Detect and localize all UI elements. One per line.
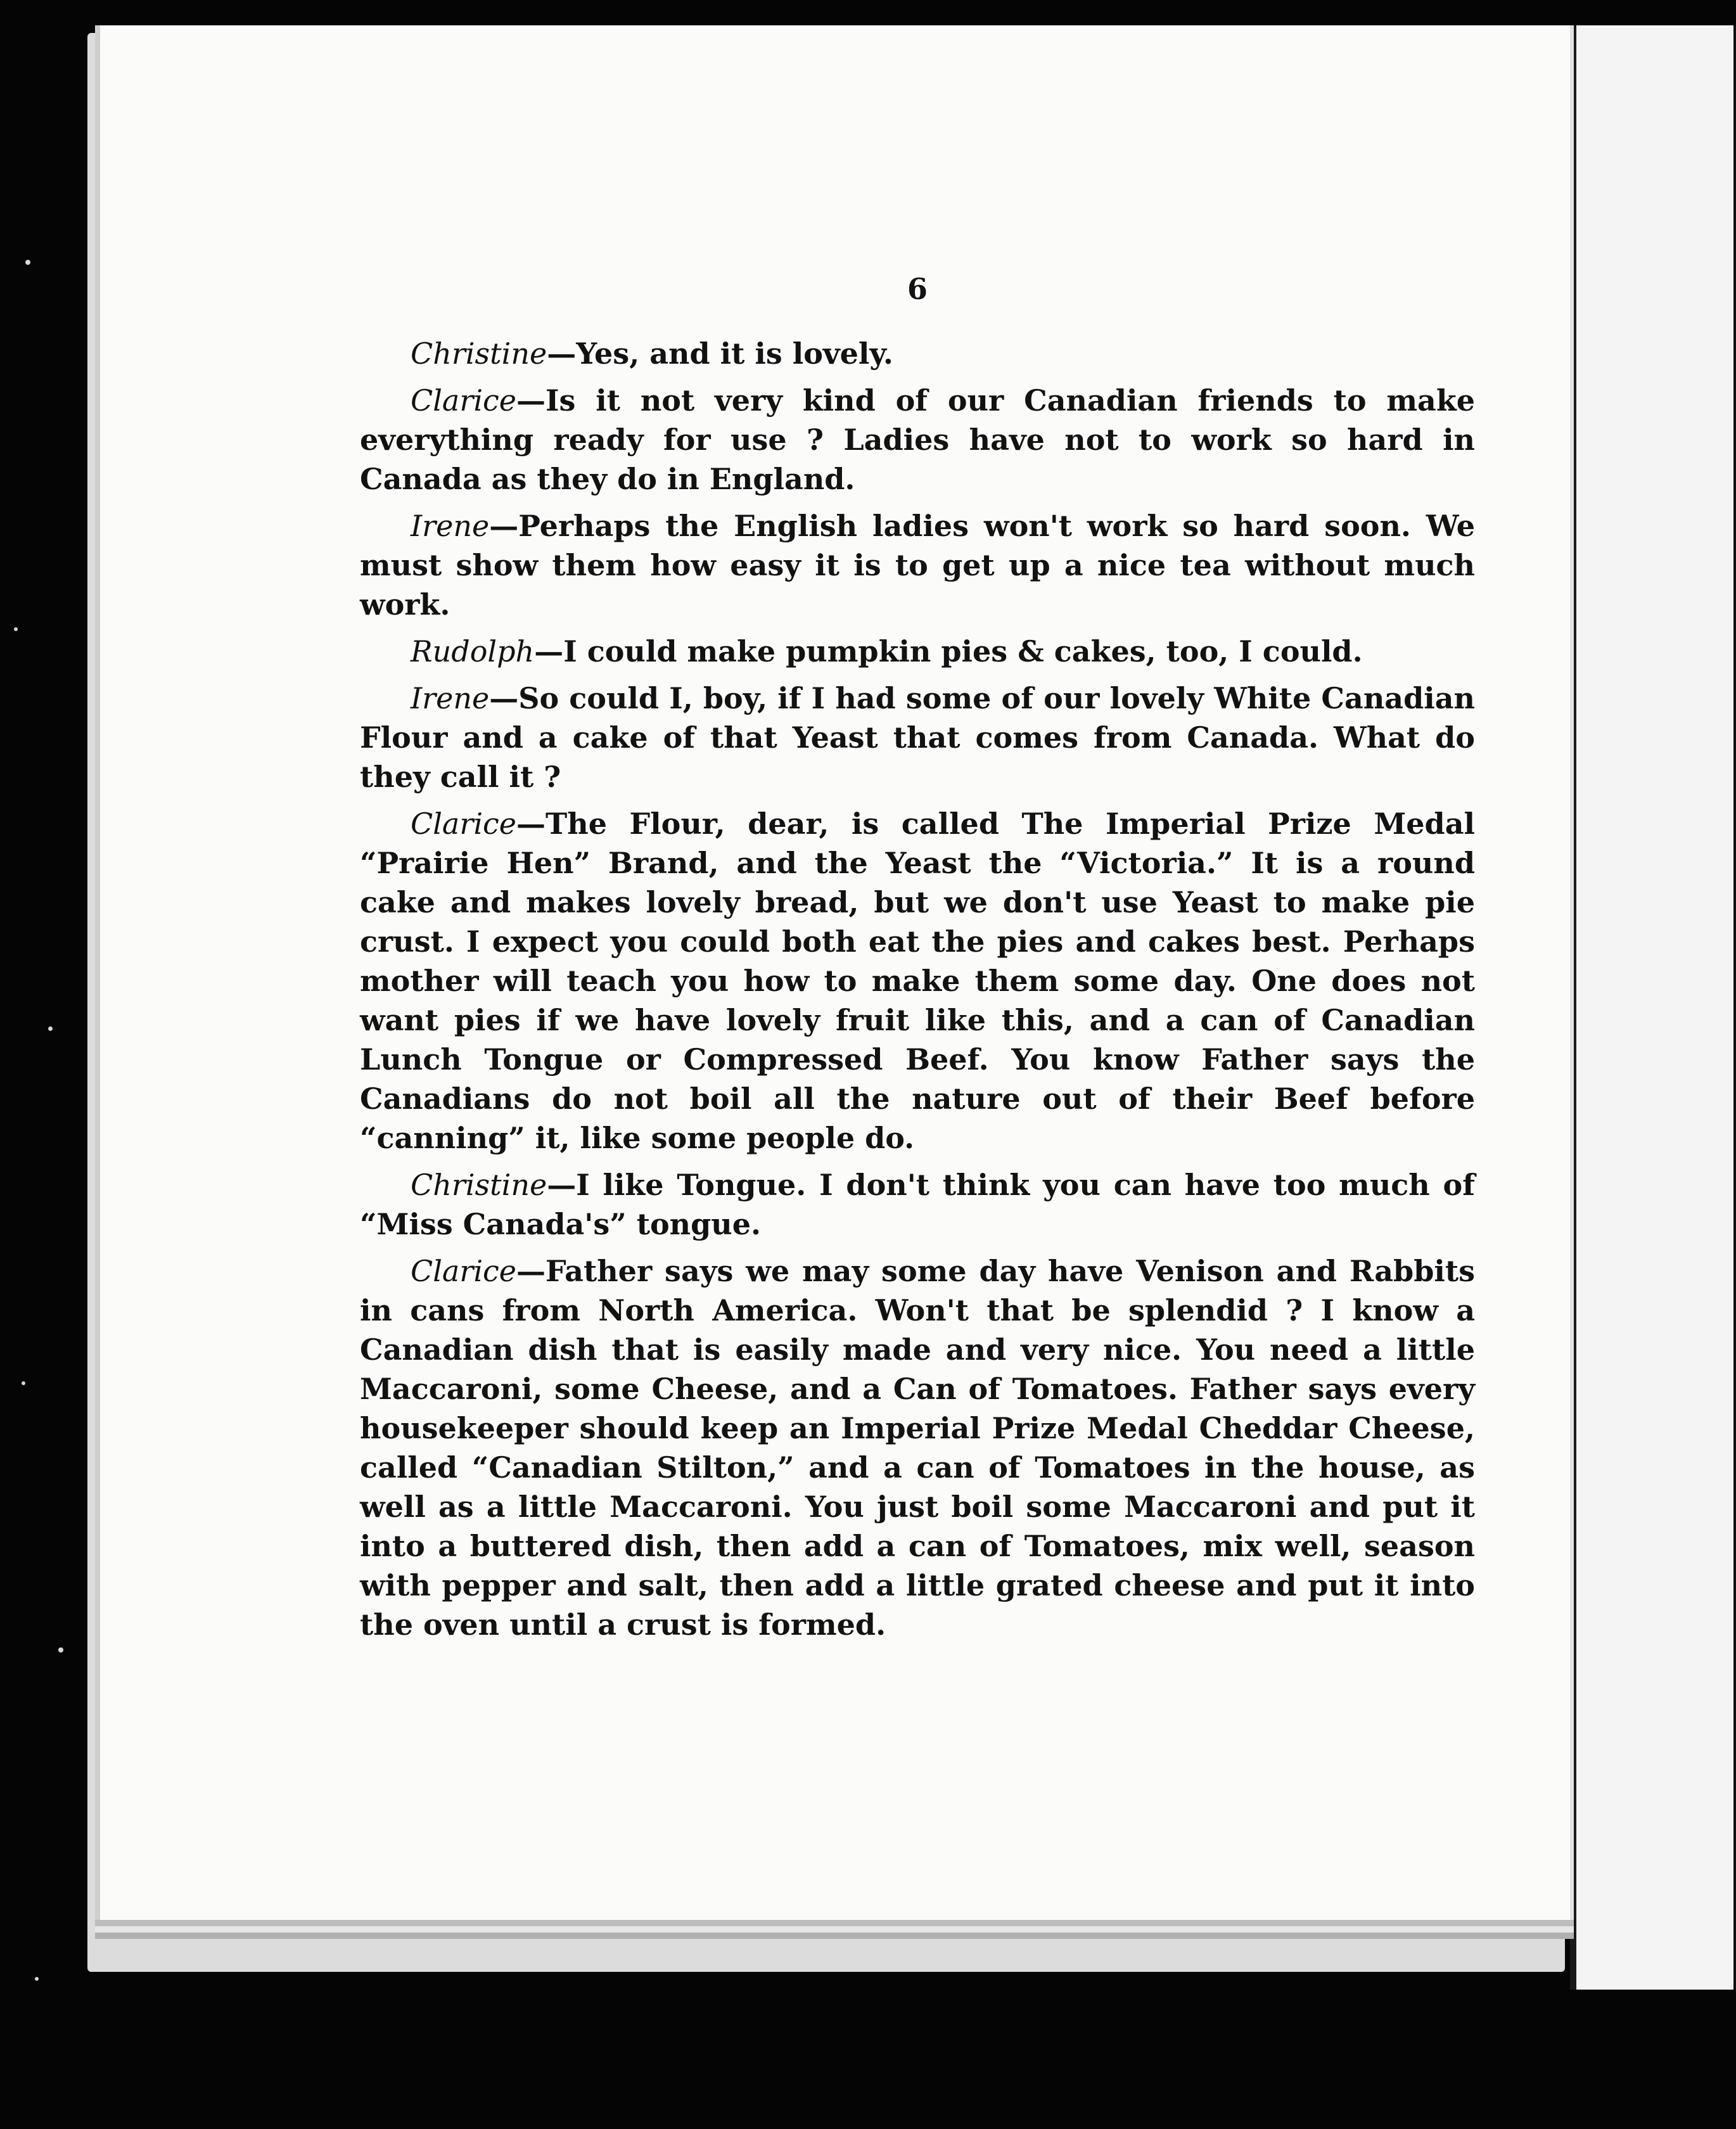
dialogue-text: —I could make pumpkin pies & cakes, too, I could. [534,634,1363,668]
page-number: 6 [907,272,928,306]
dialogue-text: —Yes, and it is lovely. [547,336,893,371]
page-text-block [360,269,1475,1652]
facing-page-border [1733,25,1736,1990]
dialogue-text: —Father says we may some day have Venison and Rabbits in cans from North America. Won't that be splendid ? I know a Canadian dish that is easily made and very nice. You need a little Maccaroni, some Cheese, and a Can of Tomatoes. Father says every housekeeper should keep an Imperial Prize Medal Cheddar Cheese, called “Canadian Stilton,” and a can of Tomatoes in the house, as well as a little Maccaroni. You just boil some Maccaroni and put it into a buttered dish, then add a can of Tomatoes, mix well, season with pepper and salt, then add a little grated cheese and put it into the oven until a crust is formed. [360,1254,1475,1642]
speaker-name: Irene [411,509,490,543]
dust-speck [25,260,30,265]
dialogue-paragraph [360,632,1475,671]
speaker-name: Rudolph [411,634,535,668]
dialogue-text: —I like Tongue. I don't think you can have too much of “Miss Canada's” tongue. [360,1168,1475,1241]
dialogue-paragraph [360,506,1475,624]
dialogue-text: —Is it not very kind of our Canadian friends to make everything ready for use ? Ladies have not to work so hard in Canada as they do in England. [360,383,1475,496]
dialogue-text: —So could I, boy, if I had some of our lovely White Canadian Flour and a cake of that Yeast that comes from Canada. What do they call it ? [360,681,1475,794]
dialogue-text: —Perhaps the English ladies won't work so hard soon. We must show them how easy it is to get up a nice tea without much work. [360,509,1475,622]
dialogue-text: —The Flour, dear, is called The Imperial Prize Medal “Prairie Hen” Brand, and the Yeast the “Victoria.” It is a round cake and makes lovely bread, but we don't use Yeast to make pie crust. I expect you could both eat the pies and cakes best. Perhaps mother will teach you how to make them some day. One does not want pies if we have lovely fruit like this, and a can of Canadian Lunch Tongue or Compressed Beef. You know Father says the Canadians do not boil all the nature out of their Beef before “canning” it, like some people do. [360,807,1475,1155]
speaker-name: Clarice [411,1254,517,1288]
book-page [95,25,1574,1920]
facing-page-edge [1570,25,1736,1990]
speaker-name: Irene [411,681,490,715]
dialogue-paragraph [360,334,1475,373]
dust-speck [14,627,18,631]
dialogue-paragraph [360,804,1475,1158]
dust-speck [58,1647,63,1653]
speaker-name: Clarice [411,383,517,418]
dust-speck [35,1977,39,1981]
dialogue-paragraph [360,1251,1475,1644]
dialogue-paragraph [360,381,1475,499]
dust-speck [22,1381,25,1385]
dialogue-paragraph [360,1165,1475,1244]
speaker-name: Clarice [411,807,517,841]
dust-speck [48,1026,53,1031]
dialogue-paragraph [360,679,1475,796]
speaker-name: Christine [411,1168,547,1202]
speaker-name: Christine [411,336,547,371]
